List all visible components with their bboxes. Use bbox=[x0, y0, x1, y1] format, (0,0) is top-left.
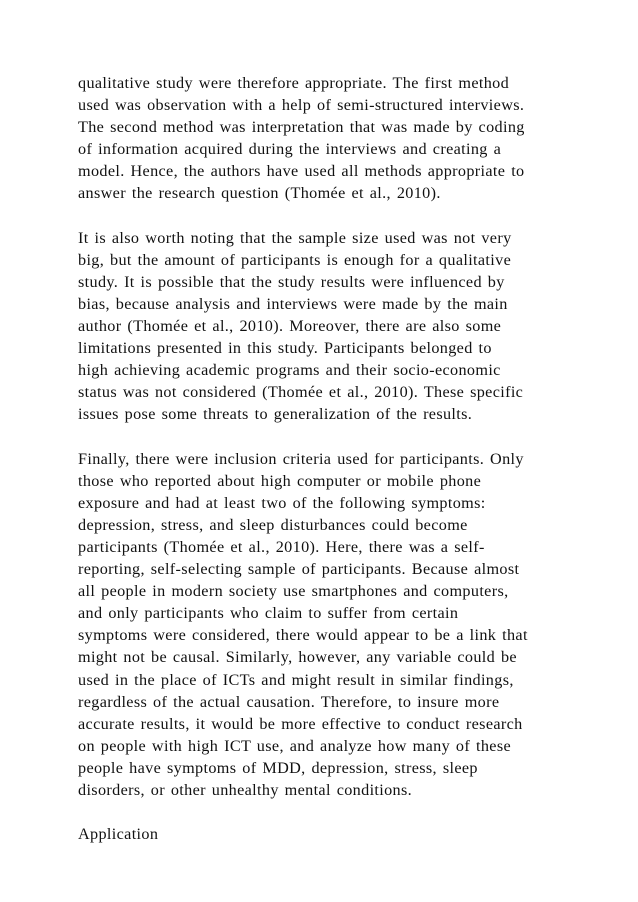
text-line: It is also worth noting that the sample size used was not very bbox=[78, 228, 512, 247]
text-line: study. It is possible that the study results were influenced by bbox=[78, 272, 505, 291]
text-line: symptoms were considered, there would appear to be a link that bbox=[78, 626, 528, 645]
text-line: used was observation with a help of semi-structured interviews. bbox=[78, 96, 525, 115]
section-heading: Application bbox=[78, 825, 159, 844]
text-line: those who reported about high computer or mobile phone bbox=[78, 471, 482, 490]
text-line: participants (Thomée et al., 2010). Here, there was a self- bbox=[78, 537, 485, 556]
document-body bbox=[78, 72, 578, 867]
text-line: Finally, there were inclusion criteria used for participants. Only bbox=[78, 449, 524, 468]
text-line: reporting, self-selecting sample of participants. Because almost bbox=[78, 560, 520, 579]
section-heading-application bbox=[78, 823, 578, 845]
paragraph-inclusion-criteria bbox=[78, 448, 578, 802]
text-line: and only participants who claim to suffer from certain bbox=[78, 604, 459, 623]
text-line: might not be causal. Similarly, however, any variable could be bbox=[78, 648, 517, 667]
text-line: exposure and had at least two of the following symptoms: bbox=[78, 493, 486, 512]
paragraph-sample-size bbox=[78, 227, 578, 426]
text-line: model. Hence, the authors have used all methods appropriate to bbox=[78, 162, 525, 181]
text-line: status was not considered (Thomée et al., 2010). These specific bbox=[78, 383, 524, 402]
text-line: bias, because analysis and interviews were made by the main bbox=[78, 294, 508, 313]
text-line: limitations presented in this study. Participants belonged to bbox=[78, 339, 492, 358]
text-line: author (Thomée et al., 2010). Moreover, there are also some bbox=[78, 317, 502, 336]
text-line: answer the research question (Thomée et al., 2010). bbox=[78, 184, 441, 203]
text-line: accurate results, it would be more effective to conduct research bbox=[78, 714, 523, 733]
text-line: on people with high ICT use, and analyze how many of these bbox=[78, 736, 511, 755]
text-line: of information acquired during the interviews and creating a bbox=[78, 140, 502, 159]
text-line: high achieving academic programs and their socio-economic bbox=[78, 361, 501, 380]
paragraph-methods bbox=[78, 72, 578, 205]
text-line: big, but the amount of participants is enough for a qualitative bbox=[78, 250, 512, 269]
text-line: disorders, or other unhealthy mental conditions. bbox=[78, 781, 413, 799]
text-line: all people in modern society use smartphones and computers, bbox=[78, 582, 509, 601]
text-line: regardless of the actual causation. Therefore, to insure more bbox=[78, 692, 500, 711]
text-line: people have symptoms of MDD, depression, stress, sleep bbox=[78, 758, 478, 777]
text-line: depression, stress, and sleep disturbances could become bbox=[78, 515, 468, 534]
text-line: used in the place of ICTs and might result in similar findings, bbox=[78, 670, 514, 689]
text-line: issues pose some threats to generalization of the results. bbox=[78, 405, 473, 424]
text-line: The second method was interpretation that was made by coding bbox=[78, 118, 525, 137]
text-line: qualitative study were therefore appropriate. The first method bbox=[78, 74, 510, 92]
